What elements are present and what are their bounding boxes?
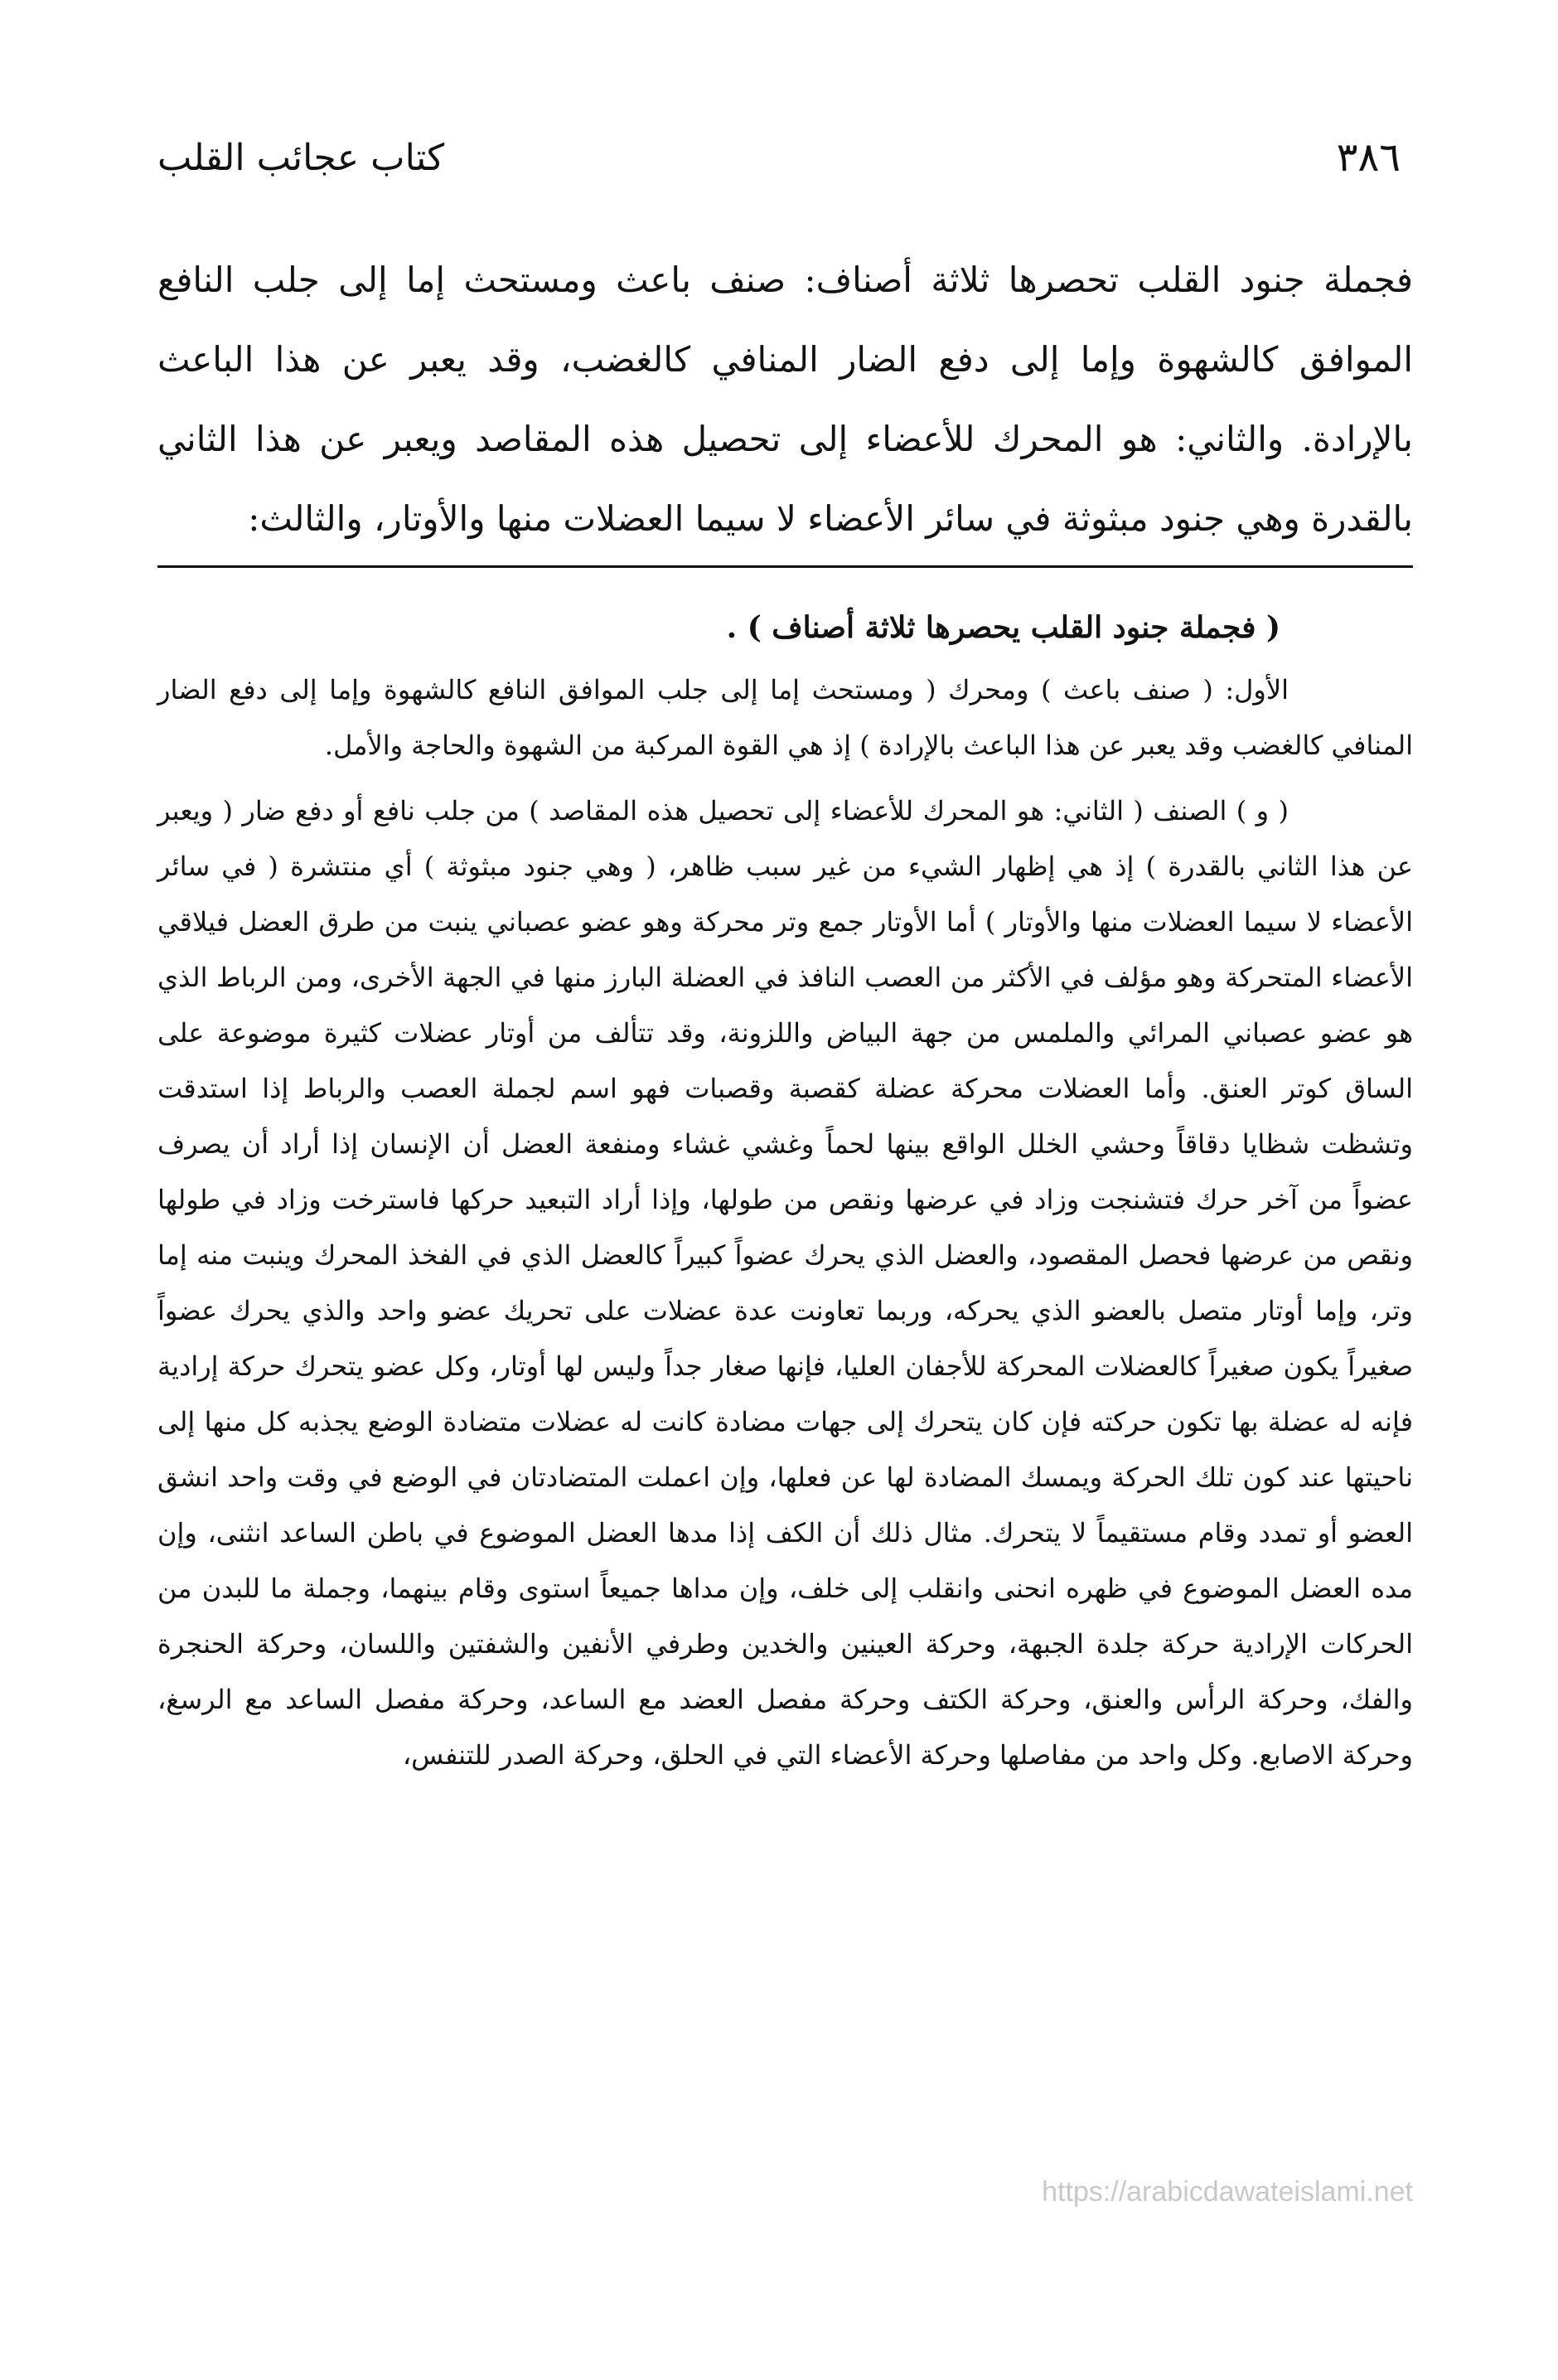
main-text-paragraph: فجملة جنود القلب تحصرها ثلاثة أصناف: صنف باعث ومستحث إما إلى جلب النافع الموافق كالشهوة وإما إلى دفع الضار المنافي كالغضب، وقد يعبر عن هذا الباعث بالإرادة. والثاني: هو المحرك للأعضاء إلى تحصيل هذه المقاصد ويعبر عن هذا الثاني بالقدرة وهي جنود مبثوثة في سائر الأعضاء لا سيما العضلات منها والأوتار، والثالث: xyxy=(157,259,1413,539)
commentary-paragraph-1: الأول: ( صنف باعث ) ومحرك ( ومستحث إما إلى جلب الموافق النافع كالشهوة وإما إلى دفع الضار المنافي كالغضب وقد يعبر عن هذا الباعث بالإرادة ) إذ هي القوة المركبة من الشهوة والحاجة والأمل. xyxy=(157,674,1413,761)
main-text-block xyxy=(157,240,1413,559)
watermark-url: https://arabicdawateislami.net xyxy=(1042,2176,1413,2208)
page-header xyxy=(157,124,1401,191)
commentary-heading: ( فجملة جنود القلب يحصرها ثلاثة أصناف ) . xyxy=(726,610,1280,645)
book-title: كتاب عجائب القلب xyxy=(157,136,445,179)
commentary-paragraph-2: ( و ) الصنف ( الثاني: هو المحرك للأعضاء إلى تحصيل هذه المقاصد ) من جلب نافع أو دفع ضار ( ويعبر عن هذا الثاني بالقدرة ) إذ هي إظهار الشيء من غير سبب ظاهر، ( وهي جنود مبثوثة ) أي منتشرة ( في سائر الأعضاء لا سيما العضلات منها والأوتار ) أما الأوتار جمع وتر محركة وهو عضو عصباني ينبت من طرق العضل فيلاقي الأعضاء المتحركة وهو مؤلف في الأكثر من العصب النافذ في العضلة البارز منها في الجهة الأخرى، ومن الرباط الذي هو عضو عصباني المرائي والملمس من جهة البياض واللزونة، وقد تتألف من أوتار عضلات كثيرة موضوعة على الساق كوتر العنق. وأما العضلات محركة عضلة كقصبة وقصبات فهو اسم لجملة العصب والرباط إذا استدقت وتشظت شظايا دقاقاً وحشي الخلل الواقع بينها لحماً وغشي غشاء ومنفعة العضل أن الإنسان إذا أراد أن يصرف عضواً من آخر حرك فتشنجت وزاد في عرضها ونقص من طولها، وإذا أراد التبعيد حركها فاسترخت وزاد في طولها ونقص من عرضها فحصل المقصود، والعضل الذي يحرك عضواً كبيراً كالعضل الذي في الفخذ المحرك وينبت منه إما وتر، وإما أوتار متصل بالعضو الذي يحركه، وربما تعاونت عدة عضلات على تحريك عضو واحد والذي يحرك عضواً صغيراً يكون صغيراً كالعضلات المحركة للأجفان العليا، فإنها صغار جداً وليس لها أوتار، وكل عضو يتحرك حركة إرادية فإنه له عضلة بها تكون حركته فإن كان يتحرك إلى جهات مضادة كانت له عضلات متضادة الوضع يجذبه كل منها إلى ناحيتها عند كون تلك الحركة ويمسك المضادة لها عن فعلها، وإن اعملت المتضادتان في الوضع في وقت واحد انشق العضو أو تمدد وقام مستقيماً لا يتحرك. مثال ذلك أن الكف إذا مدها العضل الموضوع في باطن الساعد انثنى، وإن مده العضل الموضوع في ظهره انحنى وانقلب إلى خلف، وإن مداها جميعاً استوى وقام بينهما، وجملة ما للبدن من الحركات الإرادية حركة جلدة الجبهة، وحركة العينين والخدين وطرفي الأنفين والشفتين واللسان، وحركة الحنجرة والفك، وحركة الرأس والعنق، وحركة الكتف وحركة مفصل العضد مع الساعد، وحركة مفصل الساعد مع الرسغ، وحركة الاصابع. وكل واحد من مفاصلها وحركة الأعضاء التي في الحلق، وحركة الصدر للتنفس، xyxy=(157,795,1414,1771)
commentary-block xyxy=(157,593,1413,1783)
page-number: ٣٨٦ xyxy=(1336,134,1401,181)
section-divider xyxy=(157,565,1413,568)
